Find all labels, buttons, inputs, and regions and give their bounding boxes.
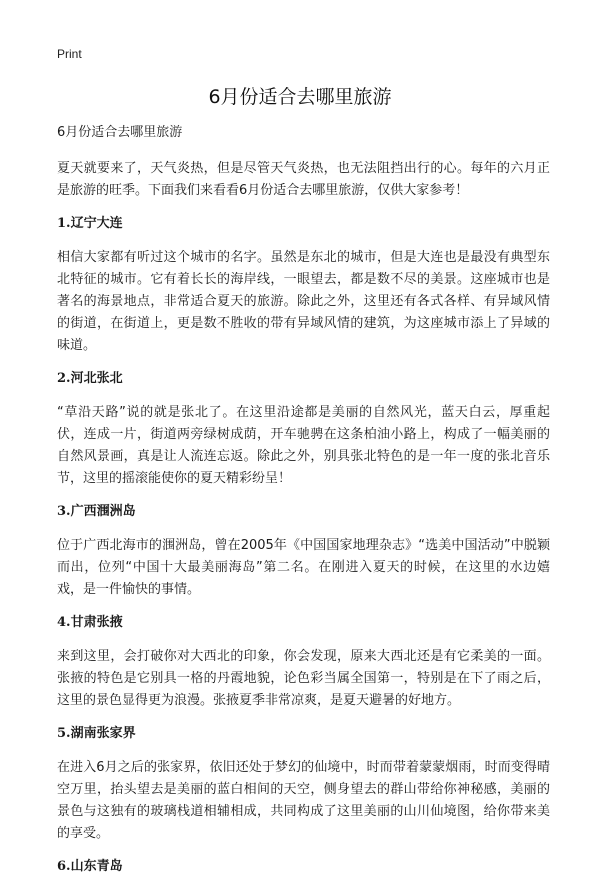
section-heading: 2.河北张北 — [57, 371, 123, 386]
section-body: “草沿天路”说的就是张北了。在这里沿途都是美丽的自然风光，蓝天白云，厚重起伏，连成一片，街道两旁绿树成荫，开车驰骋在这条柏油小路上，构成了一幅美丽的自然风景画，真是让人流连忘返。除此之外，别具张北特色的是一年一度的张北音乐节，这里的摇滚能使你的夏天精彩纷呈！ — [57, 405, 550, 486]
page-title: 6月份适合去哪里旅游 — [208, 86, 392, 108]
section-heading: 6.山东青岛 — [57, 859, 123, 874]
section-weizhou-island — [57, 503, 550, 601]
document-subtitle: 6月份适合去哪里旅游 — [57, 125, 183, 140]
section-heading: 1.辽宁大连 — [57, 216, 123, 231]
document-body — [57, 124, 550, 890]
section-qingdao — [57, 858, 550, 876]
section-zhangye — [57, 614, 550, 712]
section-dalian — [57, 215, 550, 357]
section-body: 相信大家都有听过这个城市的名字。虽然是东北的城市，但是大连也是最没有典型东北特征的城市。它有着长长的海岸线，一眼望去，都是数不尽的美景。这座城市也是著名的海景地点，非常适合夏天的旅游。除此之外，这里还有各式各样、有异域风情的街道，在街道上，更是数不胜收的带有异域风情的建筑，为这座城市添上了异域的味道。 — [57, 250, 550, 353]
section-zhangjiajie — [57, 725, 550, 845]
section-heading: 3.广西涠洲岛 — [57, 504, 136, 519]
section-heading: 4.甘肃张掖 — [57, 615, 123, 630]
section-zhangbei — [57, 370, 550, 490]
section-body: 在进入6月之后的张家界，依旧还处于梦幻的仙境中，时而带着蒙蒙烟雨，时而变得晴空万里，抬头望去是美丽的蓝白相间的天空，侧身望去的群山带给你神秘感，美丽的景色与这独有的玻璃栈道相辅相成，共同构成了这里美丽的山川仙境图，给你带来美的享受。 — [57, 760, 550, 841]
print-label: Print — [57, 47, 82, 61]
section-heading: 5.湖南张家界 — [57, 726, 136, 741]
section-body: 位于广西北海市的涠洲岛，曾在2005年《中国国家地理杂志》“选美中国活动”中脱颖而出，位列“中国十大最美丽海岛”第二名。在刚进入夏天的时候，在这里的水边嬉戏，是一件愉快的事情。 — [57, 538, 550, 597]
section-body: 来到这里，会打破你对大西北的印象，你会发现，原来大西北还是有它柔美的一面。张掖的特色是它别具一格的丹霞地貌，论色彩当属全国第一，特别是在下了雨之后，这里的景色显得更为浪漫。张掖夏季非常凉爽，是夏天避暑的好地方。 — [57, 649, 550, 708]
intro-paragraph: 夏天就要来了，天气炎热，但是尽管天气炎热，也无法阻挡出行的心。每年的六月正是旅游的旺季。下面我们来看看6月份适合去哪里旅游，仅供大家参考！ — [57, 161, 550, 198]
